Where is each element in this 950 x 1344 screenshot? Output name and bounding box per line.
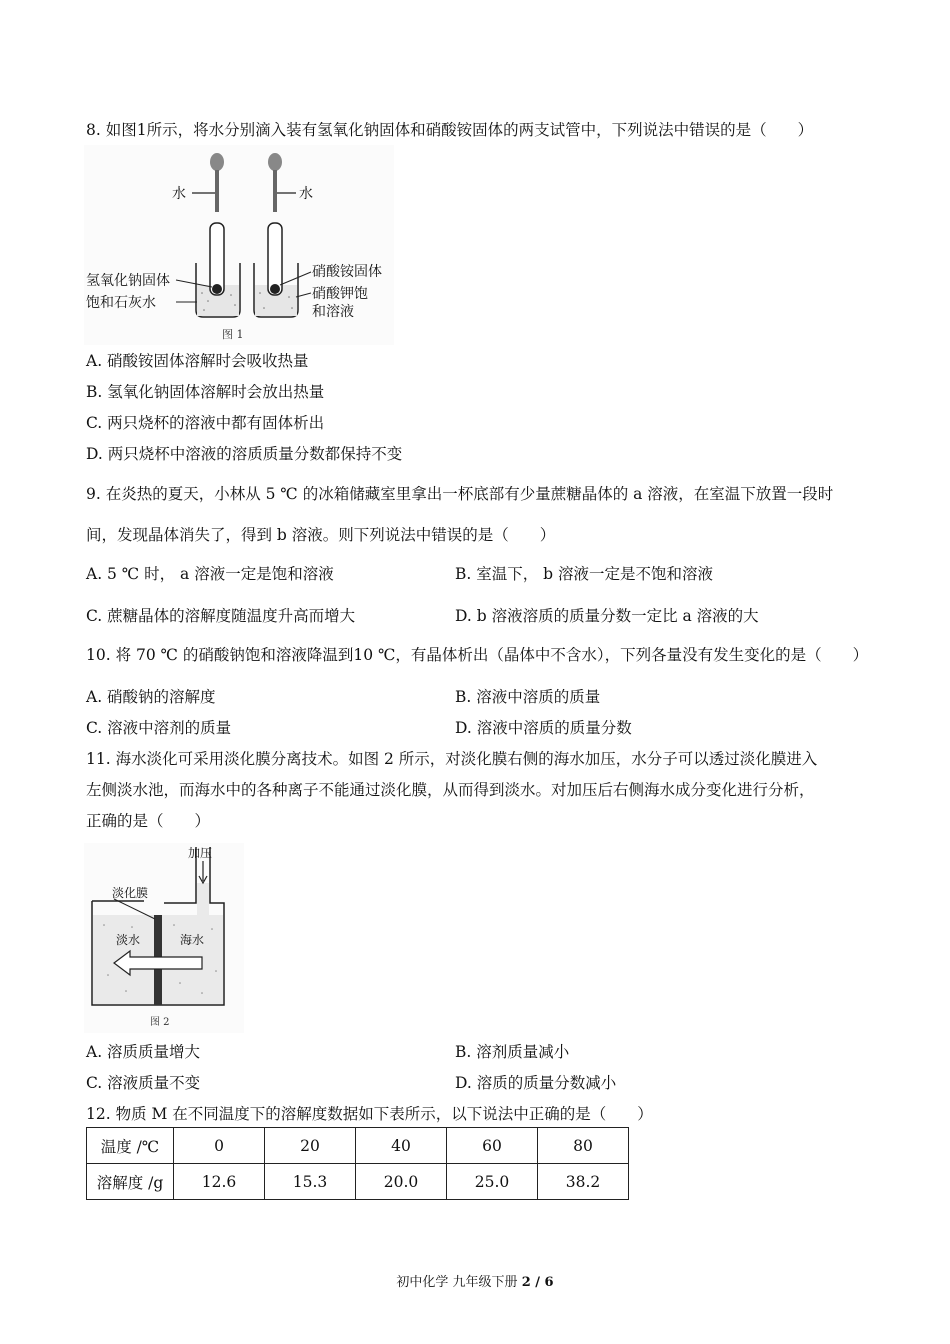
table-cell: 20.0 xyxy=(356,1164,447,1200)
page-number: 2 / 6 xyxy=(521,1275,554,1290)
label-nh4no3: 硝酸铵固体 xyxy=(312,264,382,280)
table-cell: 溶解度 /g xyxy=(87,1164,174,1200)
q9-option-a: A. 5 ℃ 时， a 溶液一定是饱和溶液 xyxy=(86,565,334,583)
q8-stem: 8. 如图1所示，将水分别滴入装有氢氧化钠固体和硝酸铵固体的两支试管中，下列说法中错误的是（ ） xyxy=(86,121,814,139)
q8-option-c: C. 两只烧杯的溶液中都有固体析出 xyxy=(86,414,325,432)
table-cell: 15.3 xyxy=(265,1164,356,1200)
label-naoh: 氢氧化钠固体 xyxy=(86,273,170,289)
q11-option-a: A. 溶质质量增大 xyxy=(86,1043,201,1061)
table-header-cell: 温度 /℃ xyxy=(87,1128,174,1164)
table-header-cell: 80 xyxy=(538,1128,629,1164)
label-limewater: 饱和石灰水 xyxy=(86,295,156,311)
q10-option-c: C. 溶液中溶剂的质量 xyxy=(86,719,232,737)
solubility-table xyxy=(86,1127,629,1200)
q9-stem-line1: 9. 在炎热的夏天，小林从 5 ℃ 的冰箱储藏室里拿出一杯底部有少量蔗糖晶体的 a 溶液，在室温下放置一段时 xyxy=(86,485,834,503)
table-header-cell: 0 xyxy=(174,1128,265,1164)
q10-option-b: B. 溶液中溶质的质量 xyxy=(455,688,601,706)
q11-option-d: D. 溶质的质量分数减小 xyxy=(455,1074,617,1092)
table-cell: 25.0 xyxy=(447,1164,538,1200)
label-kno3-2: 和溶液 xyxy=(312,304,354,320)
table-header-row xyxy=(87,1128,629,1164)
label-sea-water: 海水 xyxy=(180,933,205,947)
label-fresh-water: 淡水 xyxy=(116,933,141,947)
label-membrane: 淡化膜 xyxy=(112,886,149,900)
q11-stem-line3: 正确的是（ ） xyxy=(86,812,211,830)
q11-stem-line2: 左侧淡水池，而海水中的各种离子不能通过淡化膜，从而得到淡水。对加压后右侧海水成分变化进行分析， xyxy=(86,781,815,799)
q8-option-d: D. 两只烧杯中溶液的溶质质量分数都保持不变 xyxy=(86,445,403,463)
q12-stem: 12. 物质 M 在不同温度下的溶解度数据如下表所示，以下说法中正确的是（ ） xyxy=(86,1105,653,1123)
table-cell: 38.2 xyxy=(538,1164,629,1200)
q9-stem-line2: 间，发现晶体消失了，得到 b 溶液。则下列说法中错误的是（ ） xyxy=(86,526,556,544)
label-water-left: 水 xyxy=(172,186,186,202)
q8-option-a: A. 硝酸铵固体溶解时会吸收热量 xyxy=(86,352,309,370)
q9-option-d: D. b 溶液溶质的质量分数一定比 a 溶液的大 xyxy=(455,607,759,625)
q8-option-b: B. 氢氧化钠固体溶解时会放出热量 xyxy=(86,383,325,401)
q11-option-b: B. 溶剂质量减小 xyxy=(455,1043,570,1061)
q11-option-c: C. 溶液质量不变 xyxy=(86,1074,201,1092)
q10-option-a: A. 硝酸钠的溶解度 xyxy=(86,688,216,706)
page-footer xyxy=(0,1271,950,1290)
table-cell: 12.6 xyxy=(174,1164,265,1200)
q10-stem: 10. 将 70 ℃ 的硝酸钠饱和溶液降温到10 ℃，有晶体析出（晶体中不含水），下列各量没有发生变化的是（ ） xyxy=(86,646,869,664)
table-header-cell: 40 xyxy=(356,1128,447,1164)
q9-option-b: B. 室温下， b 溶液一定是不饱和溶液 xyxy=(455,565,714,583)
figure-2-desalination xyxy=(84,843,244,1033)
figure-2-caption: 图 2 xyxy=(150,1017,170,1028)
label-kno3-1: 硝酸钾饱 xyxy=(312,286,368,302)
table-header-cell: 60 xyxy=(447,1128,538,1164)
figure-1-test-tubes xyxy=(84,145,394,345)
label-pressure: 加压 xyxy=(188,846,213,860)
q10-option-d: D. 溶液中溶质的质量分数 xyxy=(455,719,632,737)
q11-stem-line1: 11. 海水淡化可采用淡化膜分离技术。如图 2 所示，对淡化膜右侧的海水加压，水分子可以透过淡化膜进入 xyxy=(86,750,818,768)
q9-option-c: C. 蔗糖晶体的溶解度随温度升高而增大 xyxy=(86,607,356,625)
label-water-right: 水 xyxy=(299,186,313,202)
table-row xyxy=(87,1164,629,1200)
table-header-cell: 20 xyxy=(265,1128,356,1164)
figure-1-caption: 图 1 xyxy=(222,328,244,341)
footer-text: 初中化学 九年级下册 xyxy=(396,1275,518,1290)
